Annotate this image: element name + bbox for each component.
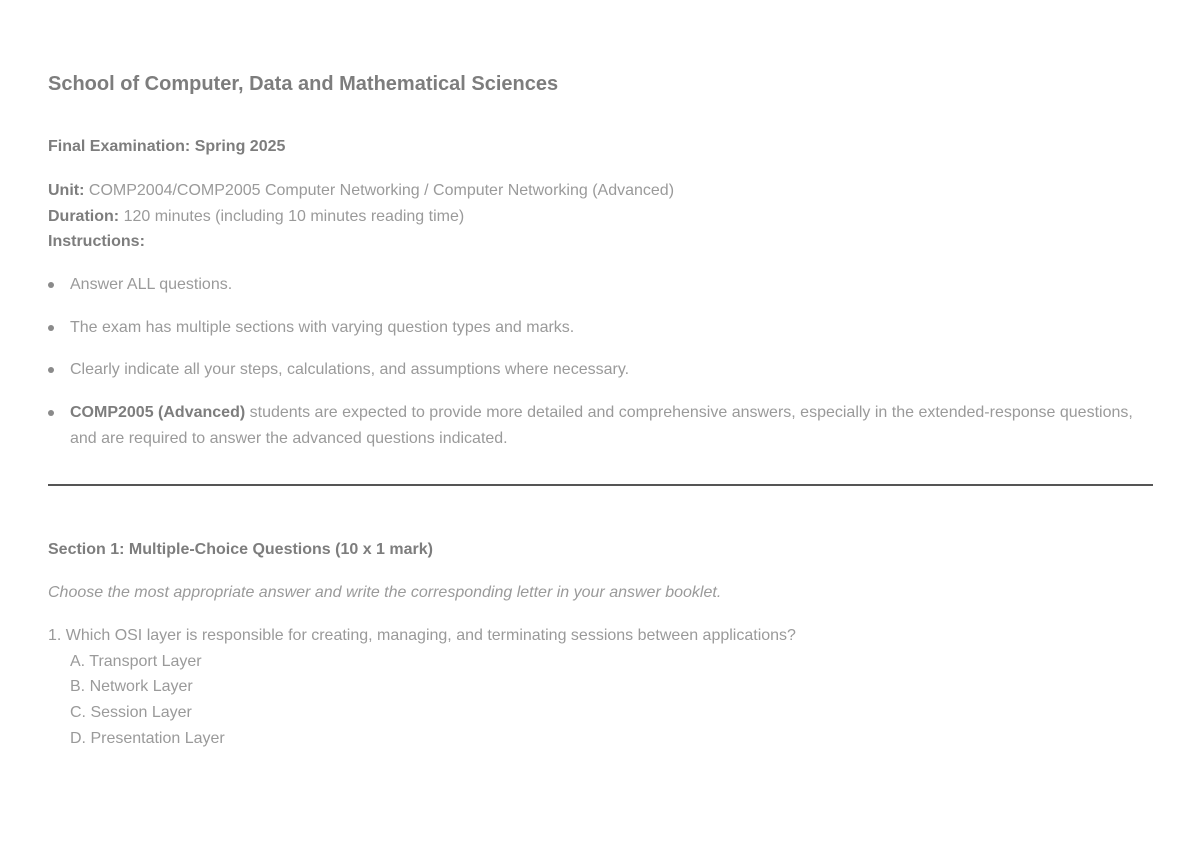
answer-option-c: C. Session Layer xyxy=(70,704,192,722)
question-text: 1. Which OSI layer is responsible for creating, managing, and terminating sessions between applications? xyxy=(48,627,796,644)
section-instruction: Choose the most appropriate answer and write the corresponding letter in your answer booklet. xyxy=(48,584,722,601)
instruction-item xyxy=(48,272,1138,298)
answer-option-a: A. Transport Layer xyxy=(70,652,202,670)
bullet-icon xyxy=(48,325,54,331)
instruction-strong: COMP2005 (Advanced) xyxy=(70,404,246,422)
instructions-list xyxy=(48,272,1138,469)
duration-row xyxy=(48,204,674,230)
unit-value: COMP2004/COMP2005 Computer Networking / Computer Networking (Advanced) xyxy=(88,182,675,199)
answer-option-b: B. Network Layer xyxy=(70,678,193,696)
instruction-item xyxy=(48,315,1138,341)
question-1 xyxy=(48,623,796,752)
instructions-heading-row xyxy=(48,229,674,255)
school-title: School of Computer, Data and Mathematical Sciences xyxy=(48,73,559,95)
unit-label: Unit: xyxy=(48,182,85,199)
instruction-item xyxy=(48,357,1138,383)
instruction-text: The exam has multiple sections with varying question types and marks. xyxy=(70,318,575,336)
duration-label: Duration: xyxy=(48,207,120,225)
answer-option-d: D. Presentation Layer xyxy=(70,729,225,747)
instruction-text: Clearly indicate all your steps, calculations, and assumptions where necessary. xyxy=(70,361,630,379)
unit-row xyxy=(48,178,674,204)
instruction-item xyxy=(48,400,1138,451)
bullet-icon xyxy=(48,367,54,373)
instructions-label: Instructions: xyxy=(48,233,145,251)
section-divider xyxy=(48,484,1153,486)
instruction-text: students are expected to provide more detailed and comprehensive answers, especially in the extended-response questions, and are required to answer the advanced questions indicated. xyxy=(70,404,1133,447)
instruction-text: Answer ALL questions. xyxy=(70,276,233,293)
bullet-icon xyxy=(48,410,54,416)
bullet-icon xyxy=(48,282,54,288)
exam-meta xyxy=(48,178,674,255)
section-title: Section 1: Multiple-Choice Questions (10 x 1 mark) xyxy=(48,541,433,558)
duration-value: 120 minutes (including 10 minutes reading time) xyxy=(123,207,465,225)
answer-options xyxy=(48,649,796,752)
exam-title: Final Examination: Spring 2025 xyxy=(48,138,286,155)
